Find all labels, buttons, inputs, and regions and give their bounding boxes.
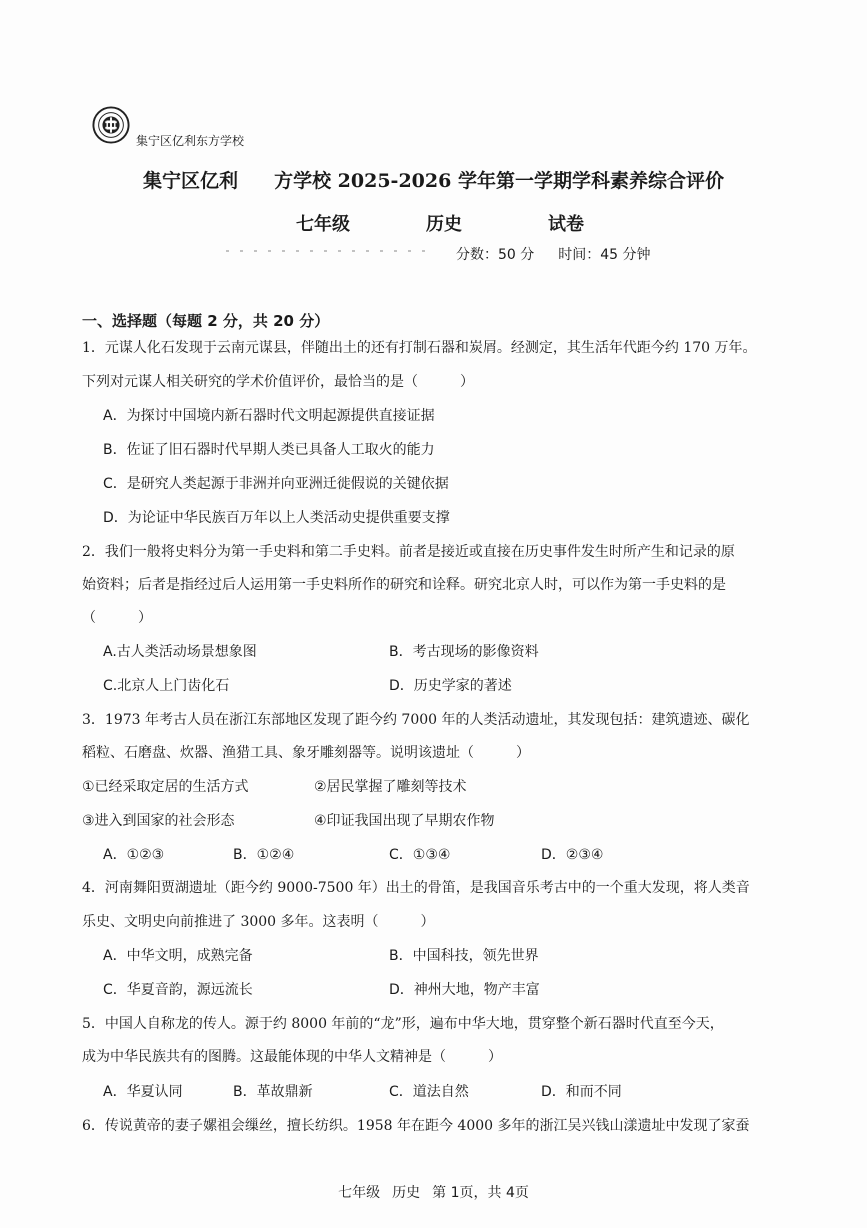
q1-stem-line1: 1．元谋人化石发现于云南元谋县，伴随出土的还有打制石器和炭屑。经测定，其生活年代距今约 170 万年。 [82, 340, 757, 356]
school-logo-icon [92, 106, 130, 144]
q1-option-a: A．为探讨中国境内新石器时代文明起源提供直接证据 [103, 408, 435, 424]
q3-statement-2: ②居民掌握了雕刻等技术 [314, 779, 467, 795]
q2-option-a: A.古人类活动场景想象图 [103, 644, 257, 660]
q3-statement-4: ④印证我国出现了早期农作物 [314, 813, 495, 829]
q4-option-c: C．华夏音韵，源远流长 [103, 982, 253, 998]
time-label: 时间：45 分钟 [558, 247, 651, 263]
footer-grade: 七年级 [338, 1185, 381, 1201]
q5-option-d: D．和而不同 [541, 1084, 622, 1100]
subject-label: 历史 [426, 214, 462, 235]
q5-option-c: C．道法自然 [389, 1084, 469, 1100]
q3-option-c: C．①③④ [389, 847, 451, 863]
q1-option-c: C．是研究人类起源于非洲并向亚洲迁徙假说的关键依据 [103, 476, 449, 492]
q5-stem-line1: 5．中国人自称龙的传人。源于约 8000 年前的“龙”形，遍布中华大地，贯穿整个新石器时代直至今天， [82, 1016, 724, 1032]
q3-option-a: A．①②③ [103, 847, 165, 863]
school-logo-caption: 集宁区亿利东方学校 [136, 134, 245, 148]
q3-stem-line1: 3．1973 年考古人员在浙江东部地区发现了距今约 7000 年的人类活动遗址，其发现包括：建筑遗迹、碳化 [82, 712, 750, 728]
paper-label: 试卷 [548, 214, 584, 235]
q3-statement-1: ①已经采取定居的生活方式 [82, 779, 249, 795]
q2-option-c: C.北京人上门齿化石 [103, 678, 230, 694]
q2-stem-line1: 2．我们一般将史料分为第一手史料和第二手史料。前者是接近或直接在历史事件发生时所产生和记录的原 [82, 544, 735, 560]
grade-label: 七年级 [296, 214, 350, 235]
q5-option-a: A．华夏认同 [103, 1084, 183, 1100]
q5-option-b: B．革故鼎新 [233, 1084, 313, 1100]
scan-smudge [226, 250, 436, 252]
q4-option-a: A．中华文明，成熟完备 [103, 948, 253, 964]
q3-option-d: D．②③④ [541, 847, 604, 863]
q2-stem-line2: 始资料；后者是指经过后人运用第一手史料所作的研究和诠释。研究北京人时，可以作为第一手史料的是 [82, 577, 726, 593]
q4-stem-line1: 4．河南舞阳贾湖遗址（距今约 9000-7500 年）出土的骨笛，是我国音乐考古中的一个重大发现，将人类音 [82, 880, 750, 896]
q4-option-b: B．中国科技，领先世界 [389, 948, 539, 964]
q3-statement-3: ③进入到国家的社会形态 [82, 813, 235, 829]
q1-stem-line2: 下列对元谋人相关研究的学术价值评价，最恰当的是（ ） [82, 374, 474, 390]
q4-stem-line2: 乐史、文明史向前推进了 3000 多年。这表明（ ） [82, 914, 435, 930]
q3-stem-line2: 稻粒、石磨盘、炊器、渔猎工具、象牙雕刻器等。说明该遗址（ ） [82, 745, 530, 761]
q2-option-b: B．考古现场的影像资料 [389, 644, 539, 660]
page-footer [0, 1182, 867, 1202]
section-heading: 一、选择题（每题 2 分，共 20 分） [82, 312, 330, 330]
exam-title: 集宁区亿利 方学校 2025-2026 学年第一学期学科素养综合评价 [143, 170, 724, 192]
q3-option-b: B．①②④ [233, 847, 295, 863]
q2-option-d: D．历史学家的著述 [389, 678, 512, 694]
q4-option-d: D．神州大地，物产丰富 [389, 982, 540, 998]
q1-option-b: B．佐证了旧石器时代早期人类已具备人工取火的能力 [103, 442, 435, 458]
q5-stem-line2: 成为中华民族共有的图腾。这最能体现的中华人文精神是（ ） [82, 1049, 502, 1065]
footer-subject: 历史 [392, 1185, 421, 1201]
footer-page-number: 第 1页，共 4页 [432, 1185, 529, 1201]
exam-meta [456, 244, 675, 264]
q6-stem-line1: 6．传说黄帝的妻子嫘祖会缫丝，擅长纺织。1958 年在距今 4000 多年的浙江吴兴钱山漾遗址中发现了家蚕 [82, 1118, 750, 1134]
score-label: 分数：50 分 [456, 247, 535, 263]
q2-stem-line3: （ ） [82, 610, 152, 626]
q1-option-d: D．为论证中华民族百万年以上人类活动史提供重要支撑 [103, 510, 450, 526]
